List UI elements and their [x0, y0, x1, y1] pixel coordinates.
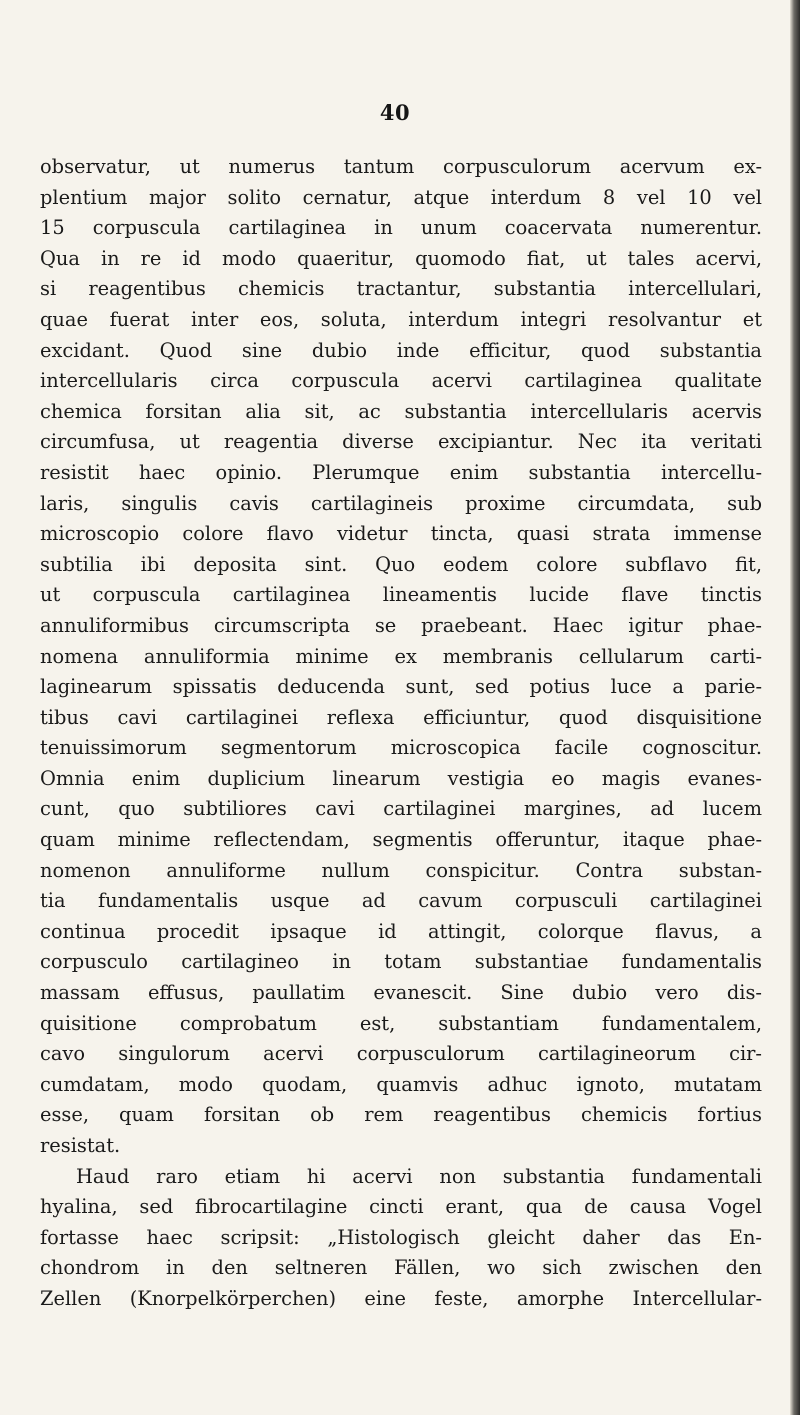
text-line: laginearum spissatis deducenda sunt, sed potius luce a parie- [40, 675, 762, 699]
text-line: annuliformibus circumscripta se praebeant. Haec igitur phae- [40, 613, 762, 637]
text-line: fortasse haec scripsit: „Histologisch gleicht daher das En- [40, 1225, 762, 1249]
text-line: esse, quam forsitan ob rem reagentibus chemicis fortius [40, 1103, 762, 1127]
text-line: cumdatam, modo quodam, quamvis adhuc ignoto, mutatam [40, 1072, 762, 1096]
text-line: excidant. Quod sine dubio inde efficitur, quod substantia [40, 338, 762, 362]
text-line: laris, singulis cavis cartilagineis proxime circumdata, sub [40, 491, 762, 515]
text-line: chondrom in den seltneren Fällen, wo sich zwischen den [40, 1256, 762, 1280]
text-line-paragraph-start: Haud raro etiam hi acervi non substantia fundamentali [76, 1164, 762, 1188]
text-line: nomena annuliformia minime ex membranis cellularum carti- [40, 644, 762, 668]
text-line: resistit haec opinio. Plerumque enim substantia intercellu- [40, 460, 762, 484]
text-line: continua procedit ipsaque id attingit, colorque flavus, a [40, 919, 762, 943]
body-text [40, 152, 762, 1315]
text-line: microscopio colore flavo videtur tincta, quasi strata immense [40, 522, 762, 546]
page-edge-shadow [790, 0, 800, 1415]
text-line: quam minime reflectendam, segmentis offeruntur, itaque phae- [40, 828, 762, 852]
text-line: tia fundamentalis usque ad cavum corpusculi cartilaginei [40, 889, 762, 913]
text-line: nomenon annuliforme nullum conspicitur. Contra substan- [40, 858, 762, 882]
text-line: Omnia enim duplicium linearum vestigia eo magis evanes- [40, 766, 762, 790]
text-line: subtilia ibi deposita sint. Quo eodem colore subflavo fit, [40, 552, 762, 576]
text-line-paragraph-end: resistat. [40, 1134, 121, 1157]
text-line: cunt, quo subtiliores cavi cartilaginei margines, ad lucem [40, 797, 762, 821]
text-line: intercellularis circa corpuscula acervi cartilaginea qualitate [40, 369, 762, 393]
page-number: 40 [379, 100, 411, 125]
text-line: tenuissimorum segmentorum microscopica facile cognoscitur. [40, 736, 762, 760]
text-line: cavo singulorum acervi corpusculorum cartilagineorum cir- [40, 1042, 762, 1066]
text-line: massam effusus, paullatim evanescit. Sine dubio vero dis- [40, 981, 762, 1005]
text-line: plentium major solito cernatur, atque interdum 8 vel 10 vel [40, 185, 762, 209]
text-line: corpusculo cartilagineo in totam substantiae fundamentalis [40, 950, 762, 974]
text-line: quae fuerat inter eos, soluta, interdum integri resolvantur et [40, 307, 762, 331]
text-line: quisitione comprobatum est, substantiam fundamentalem, [40, 1011, 762, 1035]
text-line: observatur, ut numerus tantum corpusculorum acervum ex- [40, 155, 762, 178]
text-line: Qua in re id modo quaeritur, quomodo fiat, ut tales acervi, [40, 246, 762, 270]
text-line: circumfusa, ut reagentia diverse excipiantur. Nec ita veritati [40, 430, 762, 454]
text-line: ut corpuscula cartilaginea lineamentis lucide flave tinctis [40, 583, 762, 607]
text-line: tibus cavi cartilaginei reflexa efficiuntur, quod disquisitione [40, 705, 762, 729]
text-line: chemica forsitan alia sit, ac substantia intercellularis acervis [40, 399, 762, 423]
text-line: hyalina, sed fibrocartilagine cincti erant, qua de causa Vogel [40, 1195, 762, 1219]
text-line: Zellen (Knorpelkörperchen) eine feste, amorphe Intercellular- [40, 1286, 762, 1310]
text-line: si reagentibus chemicis tractantur, substantia intercellulari, [40, 277, 762, 301]
text-line: 15 corpuscula cartilaginea in unum coacervata numerentur. [40, 216, 762, 240]
